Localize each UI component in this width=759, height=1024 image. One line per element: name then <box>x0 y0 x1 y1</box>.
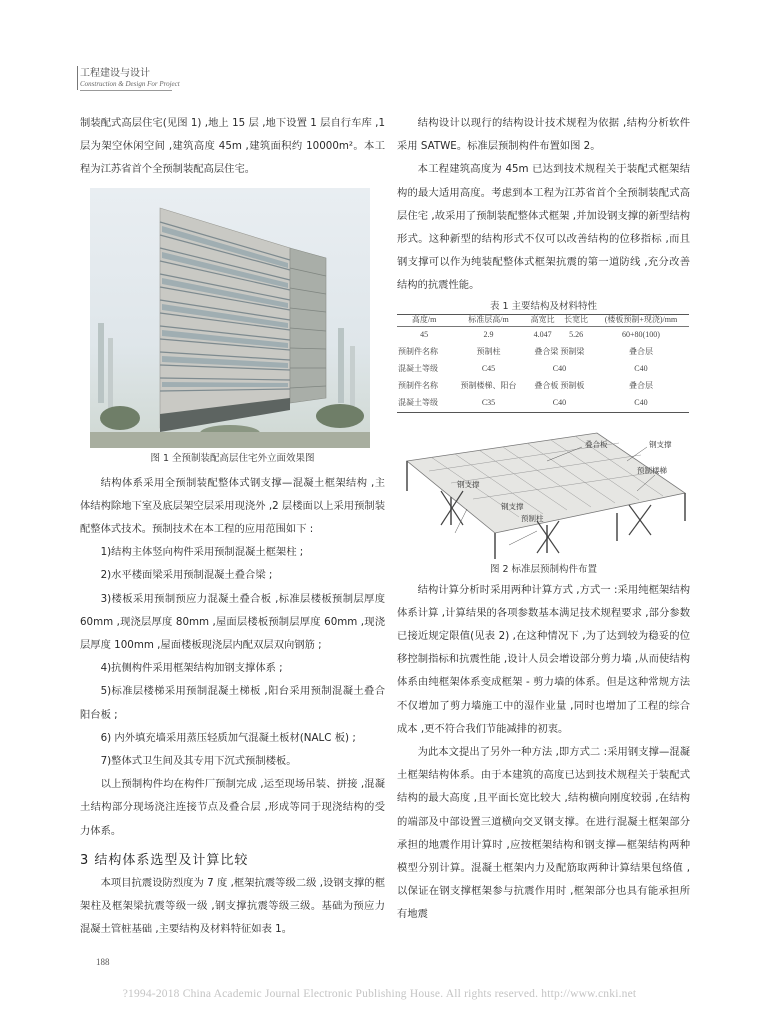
table-cell: 2.9 <box>483 329 494 339</box>
structure-material-table <box>397 314 689 413</box>
figure-1-caption: 图 1 全预制装配高层住宅外立面效果图 <box>150 452 315 464</box>
table-header: 高宽比 <box>526 314 560 326</box>
table-cell: 叠合梁 预制梁 <box>534 346 585 356</box>
left-column <box>80 112 385 941</box>
table-header: 长宽比 <box>559 314 593 326</box>
label-steel-brace: 钢支撑 <box>457 479 480 489</box>
table-header: 高度/m <box>397 314 451 326</box>
paragraph: 结构设计以现行的结构设计技术规程为依据 ,结构分析软件采用 SATWE。标准层预制构件布置如图 2。 <box>397 117 690 153</box>
table-row <box>397 326 689 344</box>
page-number: 188 <box>96 957 110 967</box>
table-cell: 预制件名称 <box>398 380 438 390</box>
building-illustration <box>90 188 370 448</box>
header-divider <box>77 66 78 90</box>
label-composite-slab: 叠合板 <box>585 439 608 449</box>
label-precast-stair: 预制楼梯 <box>637 465 667 475</box>
table-1-title: 表 1 主要结构及材料特性 <box>489 300 598 312</box>
paragraph: 结构计算分析时采用两种计算方式 ,方式一 :采用纯框架结构体系计算 ,计算结果的各项参数基本满足技术规程要求 ,部分参数已接近规定限值(见表 2) ,在这种情况下 ,为了达到较为稳妥的位移控制指标和抗震性能 ,设计人员会增设部分剪力墙 ,从而使结构体系由纯框架体系变成框架 - 剪力墙的体系。但是这种常规方法不仅增加了剪力墙施工中的湿作业量 ,同时也增加了工程的综合成本 ,更不符合我们节能减排的初衷。 <box>397 583 690 735</box>
journal-subtitle: Construction & Design For Project <box>80 80 180 88</box>
paragraph: 结构体系采用全预制装配整体式钢支撑—混凝土框架结构 ,主体结构除地下室及底层架空层采用现浇外 ,2 层楼面以上采用预制装配整体式技术。预制技术在本工程的应用范围如下 : <box>80 476 385 536</box>
list-item: 4)抗侧构件采用框架结构加钢支撑体系 ; <box>100 662 283 675</box>
table-cell: 4.047 <box>533 329 552 339</box>
prefab-layout-drawing <box>397 421 689 561</box>
table-cell: 叠合层 <box>628 380 653 390</box>
table-cell: 5.26 <box>569 329 584 339</box>
header-rule <box>80 90 172 91</box>
label-steel-brace: 钢支撑 <box>501 501 524 511</box>
list-item: 5)标准层楼梯采用预制混凝土梯板 ,阳台采用预制混凝土叠合阳台板 ; <box>80 685 385 721</box>
table-row <box>397 361 689 378</box>
right-column <box>397 112 690 927</box>
paragraph: 本项目抗震设防烈度为 7 度 ,框架抗震等级二级 ,设钢支撑的框架柱及框架梁抗震等级一级 ,钢支撑抗震等级三级。基础为预应力混凝土管桩基础 ,主要结构及材料特征如表 1。 <box>80 876 385 936</box>
paragraph: 制装配式高层住宅(见图 1) ,地上 15 层 ,地下设置 1 层自行车库 ,1 层为架空休闲空间 ,建筑高度 45m ,建筑面积约 10000m²。本工程为江苏省首个全预制装配高层住宅。 <box>80 117 385 176</box>
table-cell: C40 <box>526 395 593 413</box>
section-heading: 3 结构体系选型及计算比较 <box>80 852 249 868</box>
table-row <box>397 344 689 361</box>
table-cell: C40 <box>593 395 689 413</box>
list-item: 7)整体式卫生间及其专用下沉式预制楼板。 <box>100 755 297 768</box>
list-item: 2)水平楼面梁采用预制混凝土叠合梁 ; <box>100 569 273 582</box>
table-cell: C40 <box>634 363 648 373</box>
table-cell: 45 <box>420 329 429 339</box>
journal-title: 工程建设与设计 <box>80 68 150 79</box>
paragraph: 为此本文提出了另外一种方法 ,即方式二 :采用钢支撑—混凝土框架结构体系。由于本建筑的高度已达到技术规程关于装配式结构的最大高度 ,且平面长宽比较大 ,结构横向刚度较弱 ,在结构的端部及中部设置三道横向交叉钢支撑。在进行混凝土框架部分承担的地震作用计算时 ,应按框架结构和钢支撑—框架结构两种模型分别计算。混凝土框架内力及配筋取两种计算结果包络值 ,以保证在钢支撑框架参与抗震作用时 ,框架部分也具有能承担所有地震 <box>397 746 690 921</box>
table-row <box>397 378 689 395</box>
paragraph: 以上预制构件均在构件厂预制完成 ,运至现场吊装、拼接 ,混凝土结构部分现场浇注连接节点及叠合层 ,形成等同于现浇结构的受力体系。 <box>80 778 385 837</box>
table-header: 标准层高/m <box>451 314 526 326</box>
copyright-footer: ?1994-2018 China Academic Journal Electronic Publishing House. All rights reserved. http://www.cnki.net <box>122 988 637 1000</box>
table-cell: 预制件名称 <box>398 346 438 356</box>
table-row <box>397 395 689 413</box>
table-cell: C35 <box>451 395 526 413</box>
table-cell: 叠合板 预制板 <box>534 380 585 390</box>
table-cell: 叠合层 <box>628 346 653 356</box>
list-item: 6) 内外填充墙采用蒸压轻质加气混凝土板材(NALC 板) ; <box>100 731 356 744</box>
list-item: 1)结构主体竖向构件采用预制混凝土框架柱 ; <box>100 546 304 559</box>
list-item: 3)楼板采用预制预应力混凝土叠合板 ,标准层楼板预制层厚度 60mm ,现浇层厚度 80mm ,屋面层楼板预制层厚度 60mm ,现浇层厚度 100mm ,屋面楼板现浇层内配双层双向钢筋 ; <box>80 592 385 652</box>
label-precast-column: 预制柱 <box>521 513 544 523</box>
table-header-row <box>397 314 689 326</box>
label-steel-brace: 钢支撑 <box>649 439 672 449</box>
table-cell: C40 <box>552 363 567 373</box>
floor-plan-diagram <box>397 421 689 561</box>
table-cell: 预制楼梯、阳台 <box>460 380 517 390</box>
figure-2-caption: 图 2 标准层预制构件布置 <box>489 563 598 575</box>
table-cell: 混凝土等级 <box>398 363 438 373</box>
journal-header <box>80 64 180 88</box>
table-cell: 60+80(100) <box>622 329 660 339</box>
table-header: (楼板预制+现浇)/mm <box>593 314 689 326</box>
table-cell: 预制柱 <box>476 346 501 356</box>
building-rendering <box>90 188 370 448</box>
paragraph: 本工程建筑高度为 45m 已达到技术规程关于装配式框架结构的最大适用高度。考虑到本工程为江苏省首个全预制装配式高层住宅 ,故采用了预制装配整体式框架 ,并加设钢支撑的新型结构形式。这种新型的结构形式不仅可以改善结构的位移指标 ,而且钢支撑可以作为纯装配整体式框架抗震的第一道防线 ,充分改善结构的抗震性能。 <box>397 163 690 292</box>
table-cell: C45 <box>481 363 496 373</box>
table-cell: 混凝土等级 <box>397 395 451 413</box>
